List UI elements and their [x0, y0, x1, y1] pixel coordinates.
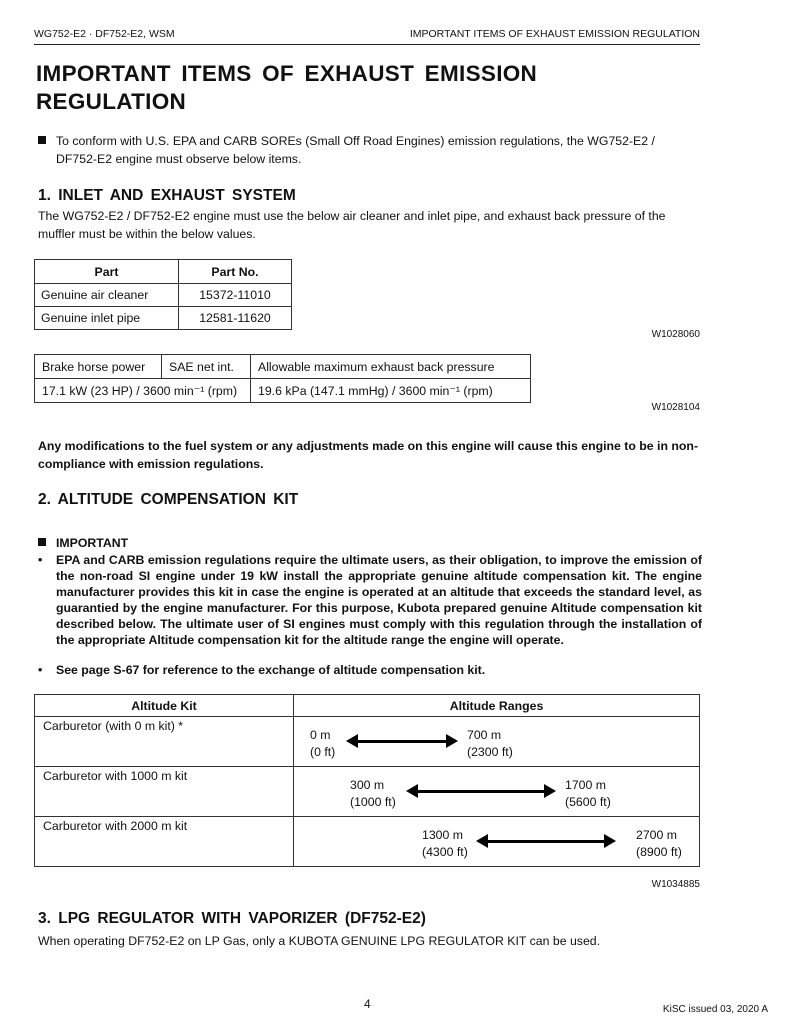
altitude-kit-name: Carburetor with 2000 m kit [35, 817, 294, 867]
range-from: 0 m (0 ft) [310, 728, 336, 759]
section-3-text: When operating DF752-E2 on LP Gas, only a KUBOTA GENUINE LPG REGULATOR KIT can be used. [38, 934, 601, 948]
altitude-range-cell [294, 717, 700, 767]
table-header-row [35, 695, 700, 717]
important-bullet-1: • EPA and CARB emission regulations require the ultimate users, as their obligation, to improve the emission of the non-road SI engine under 19 kW install the appropriate genuine altitude compensation kit. The engine manufacturer provides this kit in case the engine is operated at an altitude that exceeds the standard level, as guarantied by the engine manufacturer. For this purpose, Kubota prepared genuine Altitude compensation kit described below. The ultimate user of SI engines must comply with this regulation through the installation of the appropriate Altitude compensation kit for the altitude range the engine will operate. [38, 553, 702, 647]
table-row [35, 817, 700, 867]
important-bullet-2: • See page S-67 for reference to the exchange of altitude compensation kit. [38, 663, 486, 677]
section-3-heading: 3. LPG REGULATOR WITH VAPORIZER (DF752-E2) [38, 910, 426, 927]
table-row [35, 717, 700, 767]
important-label: IMPORTANT [38, 536, 128, 550]
column-header: Altitude Kit [35, 695, 294, 717]
altitude-range-cell [294, 767, 700, 817]
square-bullet-icon [38, 136, 46, 144]
range-to: 1700 m (5600 ft) [565, 778, 611, 809]
header-model: WG752-E2 · DF752-E2, WSM [34, 28, 175, 40]
double-arrow-icon [356, 740, 448, 743]
section-1-text: The WG752-E2 / DF752-E2 engine must use the below air cleaner and inlet pipe, and exhaust back pressure of the muffler must be within the below values. [38, 209, 666, 241]
table-cell: 12581-11620 [179, 307, 292, 330]
altitude-kit-name: Carburetor (with 0 m kit) * [35, 717, 294, 767]
parts-table [34, 259, 292, 330]
column-header: Allowable maximum exhaust back pressure [251, 355, 531, 379]
section-2-heading: 2. ALTITUDE COMPENSATION KIT [38, 491, 299, 508]
table-header-row [35, 260, 292, 284]
running-header [34, 28, 700, 44]
header-divider [34, 44, 700, 45]
table-row [35, 379, 531, 403]
altitude-kit-table [34, 694, 700, 867]
column-header: SAE net int. [162, 355, 251, 379]
reference-code: W1028104 [651, 402, 700, 413]
page-title: IMPORTANT ITEMS OF EXHAUST EMISSION REGULATION [36, 61, 538, 114]
double-arrow-icon [486, 840, 606, 843]
intro-line-2: DF752-E2 engine must observe below items. [56, 152, 302, 166]
range-to: 2700 m (8900 ft) [636, 828, 682, 859]
altitude-range-cell [294, 817, 700, 867]
table-row [35, 284, 292, 307]
table-cell: Genuine inlet pipe [35, 307, 179, 330]
reference-code: W1028060 [651, 329, 700, 340]
table-header-row [35, 355, 531, 379]
column-header: Altitude Ranges [294, 695, 700, 717]
range-to: 700 m (2300 ft) [467, 728, 513, 759]
column-header: Brake horse power [35, 355, 162, 379]
intro-line-1: To conform with U.S. EPA and CARB SOREs (Small Off Road Engines) emission regulations, the WG752-E2 / [56, 134, 655, 148]
bullet-dot-icon: • [38, 553, 43, 567]
range-from: 1300 m (4300 ft) [422, 828, 468, 859]
column-header: Part [35, 260, 179, 284]
table-cell: 15372-11010 [179, 284, 292, 307]
table-cell: 19.6 kPa (147.1 mmHg) / 3600 min⁻¹ (rpm) [251, 379, 531, 403]
range-from: 300 m (1000 ft) [350, 778, 396, 809]
reference-code: W1034885 [651, 879, 700, 890]
altitude-kit-name: Carburetor with 1000 m kit [35, 767, 294, 817]
bullet-dot-icon: • [38, 663, 43, 677]
header-section-title: IMPORTANT ITEMS OF EXHAUST EMISSION REGULATION [409, 28, 700, 40]
table-cell: 17.1 kW (23 HP) / 3600 min⁻¹ (rpm) [35, 379, 251, 403]
table-row [35, 307, 292, 330]
compliance-warning: Any modifications to the fuel system or any adjustments made on this engine will cause this engine to be in non-compliance with emission regulations. [38, 439, 699, 471]
column-header: Part No. [179, 260, 292, 284]
page-number: 4 [364, 997, 371, 1011]
double-arrow-icon [416, 790, 546, 793]
table-cell: Genuine air cleaner [35, 284, 179, 307]
square-bullet-icon [38, 538, 46, 546]
intro-paragraph [38, 132, 702, 168]
table-row [35, 767, 700, 817]
back-pressure-table [34, 354, 531, 403]
section-1-heading: 1. INLET AND EXHAUST SYSTEM [38, 187, 296, 204]
issue-info: KiSC issued 03, 2020 A [662, 1004, 768, 1015]
